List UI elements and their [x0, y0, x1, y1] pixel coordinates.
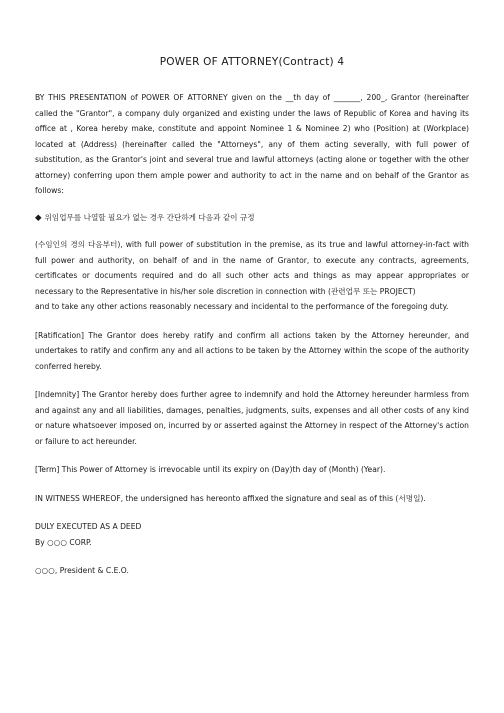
ratification-clause: [Ratification] The Grantor does hereby ratify and confirm all actions taken by the Attorney hereunder, and undertakes to ratify and confirm any and all actions to be taken by the Attorney within the scope of the authority conferred hereby. [35, 330, 469, 371]
signatory-line: ○○○, President & C.E.O. [35, 566, 129, 575]
deed-line: DULY EXECUTED AS A DEED [35, 522, 142, 531]
powers-paragraph-continued: and to take any other actions reasonably necessary and incidental to the performance of the foregoing duty. [35, 302, 449, 311]
execution-block [35, 519, 469, 579]
intro-paragraph: BY THIS PRESENTATION of POWER OF ATTORNEY given on the __th day of _______, 200_, Grantor (hereinafter called the "Grantor", a company duly organized and existing under the laws of Republic of Korea and having its office at , Korea hereby make, constitute and appoint Nominee 1 & Nominee 2) who (Position) at (Workplace) located at (Address) (hereinafter called the "Attorneys", any of them acting severally, with full power of substitution, as the Grantor's joint and several true and lawful attorneys (acting alone or together with the other attorney) conferring upon them ample power and authority to act in the name and on behalf of the Grantor as follows: [35, 93, 469, 195]
powers-paragraph: (수임인의 경의 다음부터), with full power of substitution in the premise, as its true and lawful attorney-in-fact with full power and authority, on behalf of and in the name of Grantor, to execute any contracts, agreements, certificates or documents required and do all such other acts and things as may appear appropriates or necessary to the Representative in his/her sole discretion in connection with (관련업무 또는 PROJECT) [35, 240, 469, 296]
term-clause: [Term] This Power of Attorney is irrevocable until its expiry on (Day)th day of (Month) (Year). [35, 465, 386, 474]
bullet-text: 위임업무를 나열할 필요가 없는 경우 간단하게 다음과 같이 규정 [44, 212, 255, 222]
witness-clause: IN WITNESS WHEREOF, the undersigned has hereonto affixed the signature and seal as of this (서명일). [35, 493, 426, 503]
diamond-icon: ◆ [35, 212, 42, 223]
bullet-line [35, 210, 469, 227]
corp-line: By ○○○ CORP. [35, 537, 92, 547]
document-title: POWER OF ATTORNEY(Contract) 4 [159, 56, 345, 68]
indemnity-clause: [Indemnity] The Grantor hereby does further agree to indemnify and hold the Attorney hereunder harmless from and against any and all liabilities, damages, penalties, judgments, suits, expenses and all other costs of any kind or nature whatsoever imposed on, incurred by or asserted against the Attorney in respect of the Attorney's action or failure to act hereunder. [35, 390, 469, 446]
